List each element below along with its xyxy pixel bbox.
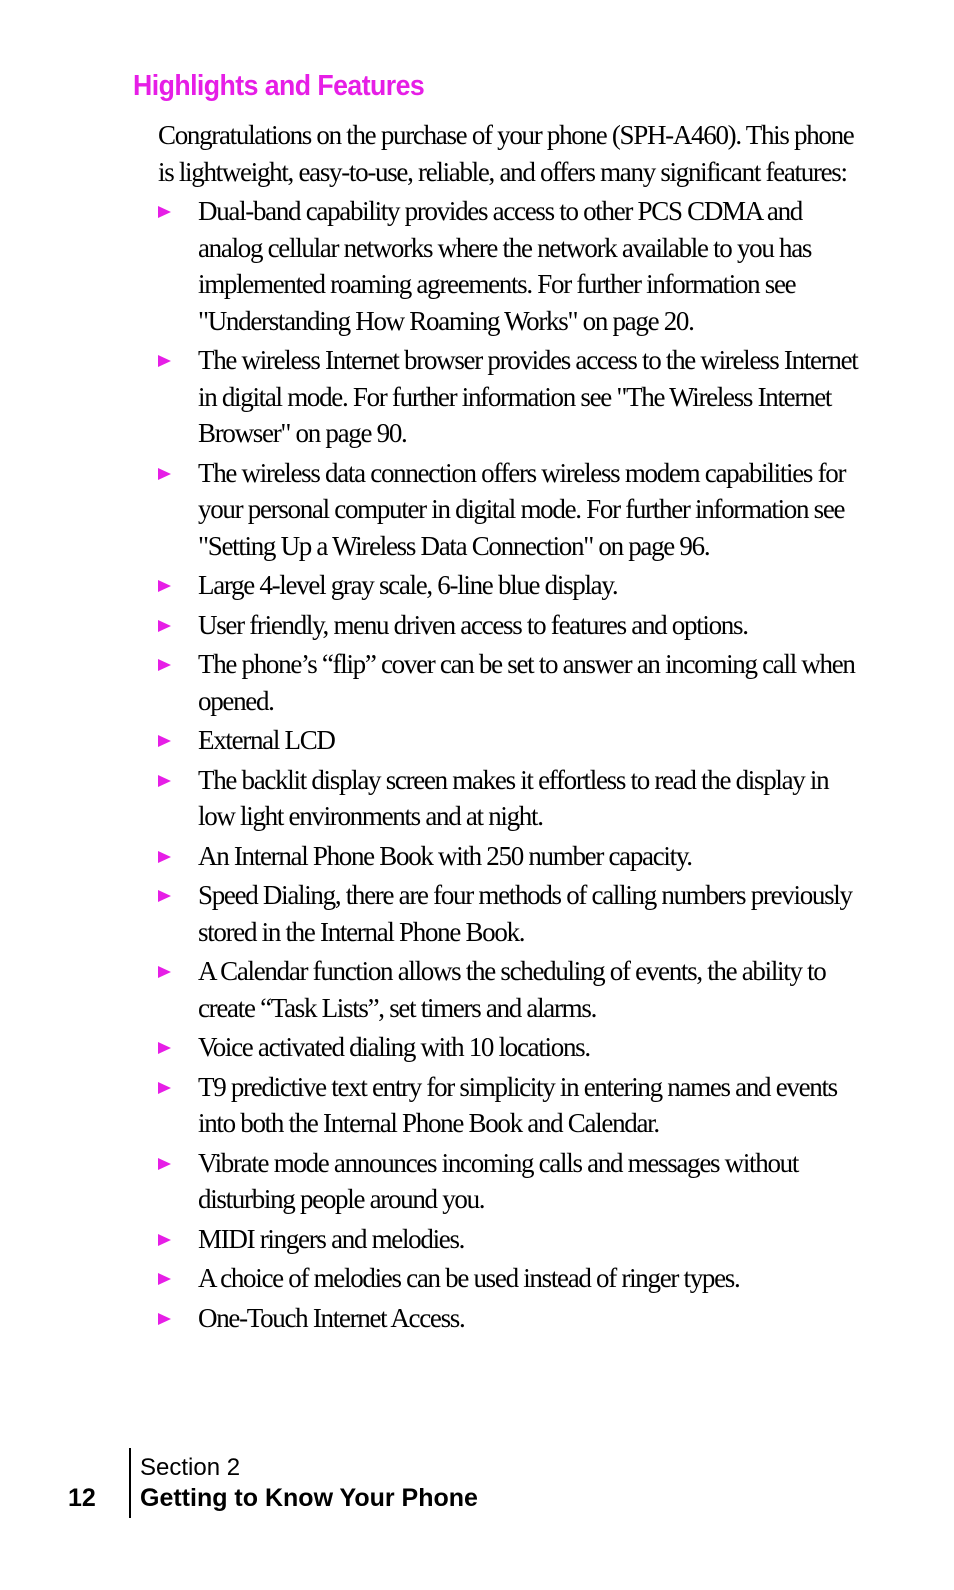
- feature-text: One-Touch Internet Access.: [198, 1302, 465, 1333]
- feature-list-item: [158, 1260, 868, 1297]
- triangle-right-icon: [158, 1313, 171, 1325]
- feature-text: Dual-band capability provides access to other PCS CDMA and analog cellular networks where the network available to you has implemented roaming agreements. For further information see "Understanding How Roaming Works" on page 20.: [198, 196, 812, 336]
- triangle-right-icon: [158, 206, 171, 218]
- feature-list-item: [158, 1221, 868, 1258]
- feature-text: A choice of melodies can be used instead of ringer types.: [198, 1263, 740, 1293]
- feature-list-item: [158, 722, 868, 759]
- feature-list-item: [158, 1300, 868, 1337]
- feature-list-item: [158, 567, 868, 604]
- triangle-right-icon: [158, 966, 171, 978]
- feature-list-item: [158, 342, 868, 452]
- feature-text: An Internal Phone Book with 250 number capacity.: [198, 840, 692, 871]
- triangle-right-icon: [158, 659, 171, 671]
- feature-text: Voice activated dialing with 10 locations.: [198, 1032, 590, 1062]
- section-label: Section 2: [140, 1454, 241, 1481]
- feature-text: The wireless data connection offers wireless modem capabilities for your personal computer in digital mode. For further information see "Setting Up a Wireless Data Connection" on page 96.: [198, 457, 846, 561]
- triangle-right-icon: [158, 1042, 171, 1054]
- triangle-right-icon: [158, 580, 171, 592]
- feature-list: [158, 193, 868, 1336]
- triangle-right-icon: [158, 1273, 171, 1285]
- triangle-right-icon: [158, 775, 171, 787]
- feature-list-item: [158, 607, 868, 644]
- feature-list-item: [158, 877, 868, 950]
- feature-list-item: [158, 838, 868, 875]
- feature-list-item: [158, 953, 868, 1026]
- page-heading: Highlights and Features: [133, 70, 425, 102]
- main-content: [158, 117, 868, 1339]
- feature-text: T9 predictive text entry for simplicity in entering names and events into both the Internal Phone Book and Calendar.: [198, 1071, 837, 1138]
- feature-text: The backlit display screen makes it effortless to read the display in low light environments and at night.: [198, 764, 829, 831]
- triangle-right-icon: [158, 355, 171, 367]
- intro-paragraph: Congratulations on the purchase of your phone (SPH-A460). This phone is lightweight, easy-to-use, reliable, and offers many significant features:: [158, 120, 854, 187]
- triangle-right-icon: [158, 468, 171, 480]
- feature-list-item: [158, 762, 868, 835]
- feature-text: User friendly, menu driven access to features and options.: [198, 609, 748, 640]
- page-number: 12: [68, 1484, 96, 1512]
- feature-text: A Calendar function allows the scheduling of events, the ability to create “Task Lists”, set timers and alarms.: [198, 956, 826, 1023]
- triangle-right-icon: [158, 1234, 171, 1246]
- triangle-right-icon: [158, 851, 171, 863]
- feature-text: Large 4-level gray scale, 6-line blue display.: [198, 570, 618, 600]
- feature-list-item: [158, 1145, 868, 1218]
- feature-text: MIDI ringers and melodies.: [198, 1223, 465, 1254]
- feature-list-item: [158, 455, 868, 565]
- feature-text: Vibrate mode announces incoming calls and messages without disturbing people around you.: [198, 1147, 799, 1214]
- feature-text: External LCD: [198, 725, 335, 755]
- feature-text: The phone’s “flip” cover can be set to answer an incoming call when opened.: [198, 649, 855, 716]
- triangle-right-icon: [158, 1082, 171, 1094]
- feature-list-item: [158, 1029, 868, 1066]
- feature-text: The wireless Internet browser provides access to the wireless Internet in digital mode. For further information see "The Wireless Internet Browser" on page 90.: [198, 345, 858, 448]
- feature-list-item: [158, 193, 868, 339]
- section-title: Getting to Know Your Phone: [140, 1484, 478, 1512]
- feature-list-item: [158, 1069, 868, 1142]
- feature-list-item: [158, 646, 868, 719]
- triangle-right-icon: [158, 620, 171, 632]
- footer-divider: [129, 1448, 131, 1518]
- feature-text: Speed Dialing, there are four methods of calling numbers previously stored in the Internal Phone Book.: [198, 880, 852, 947]
- triangle-right-icon: [158, 890, 171, 902]
- triangle-right-icon: [158, 1158, 171, 1170]
- triangle-right-icon: [158, 735, 171, 747]
